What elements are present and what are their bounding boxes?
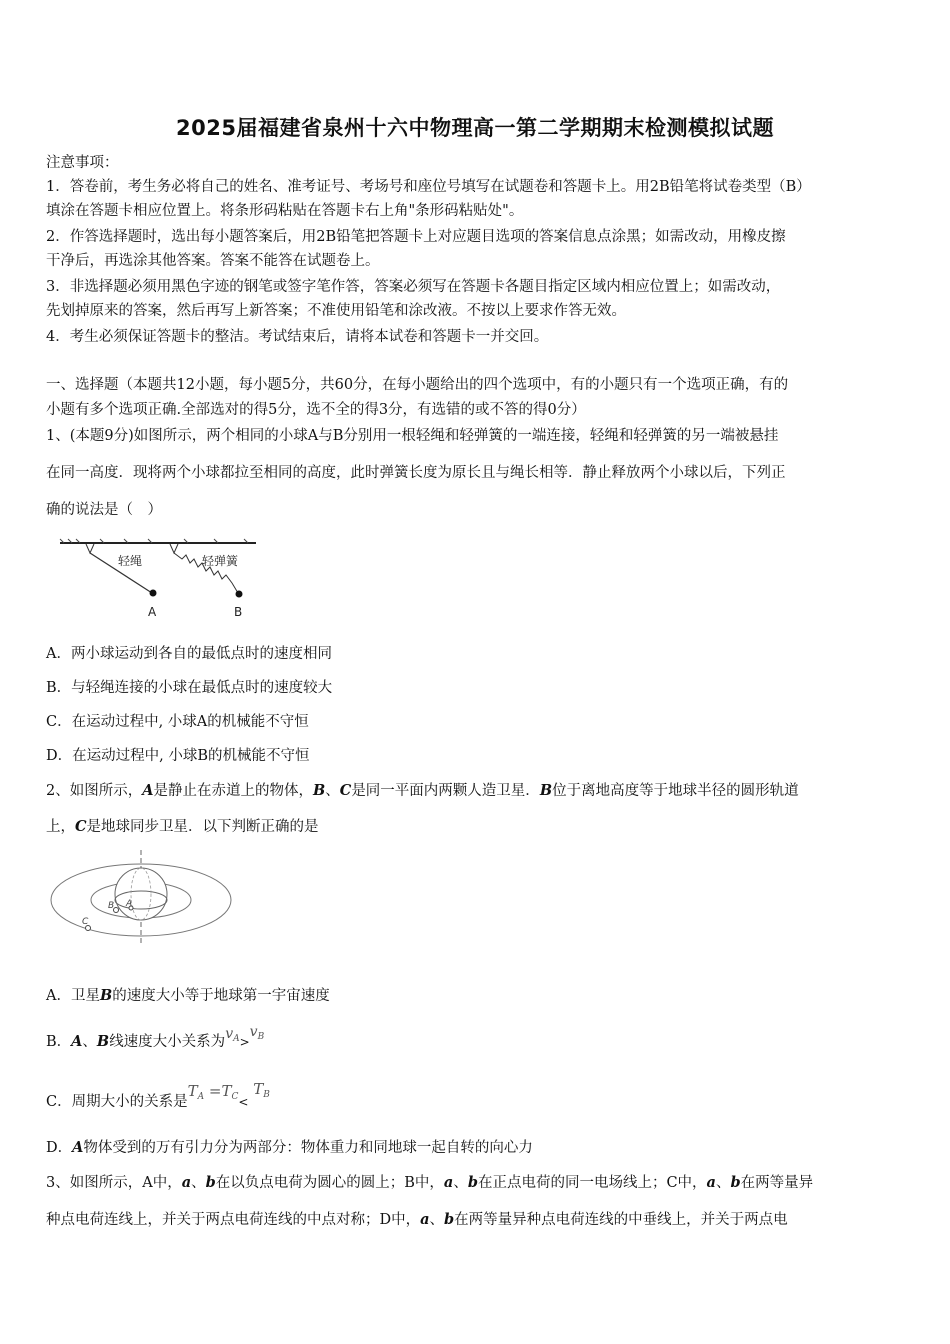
q3-stem: 3、如图所示，A中，a、b在以负点电荷为圆心的圆上；B中，a、b在正点电荷的同一电场线上；C中，a、b在两等量异 <box>46 1174 814 1191</box>
q1-option-a: A．两小球运动到各自的最低点时的速度相同 <box>46 646 332 662</box>
section-heading: 小题有多个选项正确.全部选对的得5分，选不全的得3分，有选错的或不答的得0分） <box>46 402 586 418</box>
ball-b <box>236 591 243 598</box>
q2-option-d: D．A物体受到的万有引力分为两部分：物体重力和同地球一起自转的向心力 <box>46 1139 533 1156</box>
label-b: B <box>108 901 115 911</box>
q2-stem: 2、如图所示，A是静止在赤道上的物体，B、C是同一平面内两颗人造卫星．B位于离地高度等于地球半径的圆形轨道 <box>46 782 799 799</box>
q1-option-b: B．与轻绳连接的小球在最低点时的速度较大 <box>46 680 333 696</box>
notice-heading: 注意事项： <box>46 155 119 171</box>
notice-line: 1．答卷前，考生务必将自己的姓名、准考证号、考场号和座位号填写在试题卷和答题卡上。用2B铅笔将试卷类型（B） <box>46 179 811 195</box>
ball-a <box>150 590 157 597</box>
label-c: C <box>82 917 89 927</box>
formula-vb: $v_A$ <box>225 1026 240 1044</box>
q1-option-c: C．在运动过程中, 小球A的机械能不守恒 <box>46 714 309 730</box>
q2-option-a: A．卫星B的速度大小等于地球第一宇宙速度 <box>46 987 330 1004</box>
q2-figure <box>46 848 236 948</box>
notice-line: 2．作答选择题时，选出每小题答案后，用2B铅笔把答题卡上对应题目选项的答案信息点涂黑；如需改动，用橡皮擦 <box>46 229 786 245</box>
label-a: A <box>126 899 133 909</box>
q1-figure <box>58 535 258 625</box>
q2-option-b: B．A、B线速度大小关系为$v_A>v_B$ <box>46 1024 265 1050</box>
q2-option-c: C．周期大小的关系是$T_A =T_C< T_B$ <box>46 1080 270 1110</box>
section-heading: 一、选择题（本题共12小题，每小题5分，共60分，在每小题给出的四个选项中，有的小题只有一个选项正确，有的 <box>46 377 789 393</box>
notice-line: 填涂在答题卡相应位置上。将条形码粘贴在答题卡右上角"条形码粘贴处"。 <box>46 203 524 219</box>
q1-stem: 1、(本题9分)如图所示，两个相同的小球A与B分别用一根轻绳和轻弹簧的一端连接，轻绳和轻弹簧的另一端被悬挂 <box>46 428 779 444</box>
notice-line: 4．考生必须保证答题卡的整洁。考试结束后，请将本试卷和答题卡一并交回。 <box>46 329 549 345</box>
q3-stem: 种点电荷连线上，并关于两点电荷连线的中点对称；D中，a、b在两等量异种点电荷连线的中垂线上，并关于两点电 <box>46 1211 788 1228</box>
ball-a-label: A <box>148 605 157 619</box>
spring-support <box>170 544 178 553</box>
rope-label: 轻绳 <box>118 554 143 568</box>
notice-line: 干净后，再选涂其他答案。答案不能答在试题卷上。 <box>46 253 380 269</box>
q2-stem: 上，C是地球同步卫星．以下判断正确的是 <box>46 818 319 835</box>
q1-option-d: D．在运动过程中, 小球B的机械能不守恒 <box>46 748 310 764</box>
ball-b-label: B <box>234 605 243 619</box>
formula-t: $T_A =T_C$ <box>187 1082 239 1102</box>
satellite-b <box>114 908 119 913</box>
page-title: 2025届福建省泉州十六中物理高一第二学期期末检测模拟试题 <box>176 116 774 140</box>
notice-line: 3．非选择题必须用黑色字迹的钢笔或签字笔作答，答案必须写在答题卡各题目指定区域内相应位置上；如需改动， <box>46 279 781 295</box>
q1-stem: 确的说法是（ ） <box>46 502 162 518</box>
rope-support <box>86 544 94 553</box>
q1-stem: 在同一高度．现将两个小球都拉至相同的高度，此时弹簧长度为原长且与绳长相等．静止释放两个小球以后，下列正 <box>46 465 786 481</box>
spring-label: 轻弹簧 <box>202 554 239 568</box>
notice-line: 先划掉原来的答案，然后再写上新答案；不准使用铅笔和涂改液。不按以上要求作答无效。 <box>46 303 626 319</box>
